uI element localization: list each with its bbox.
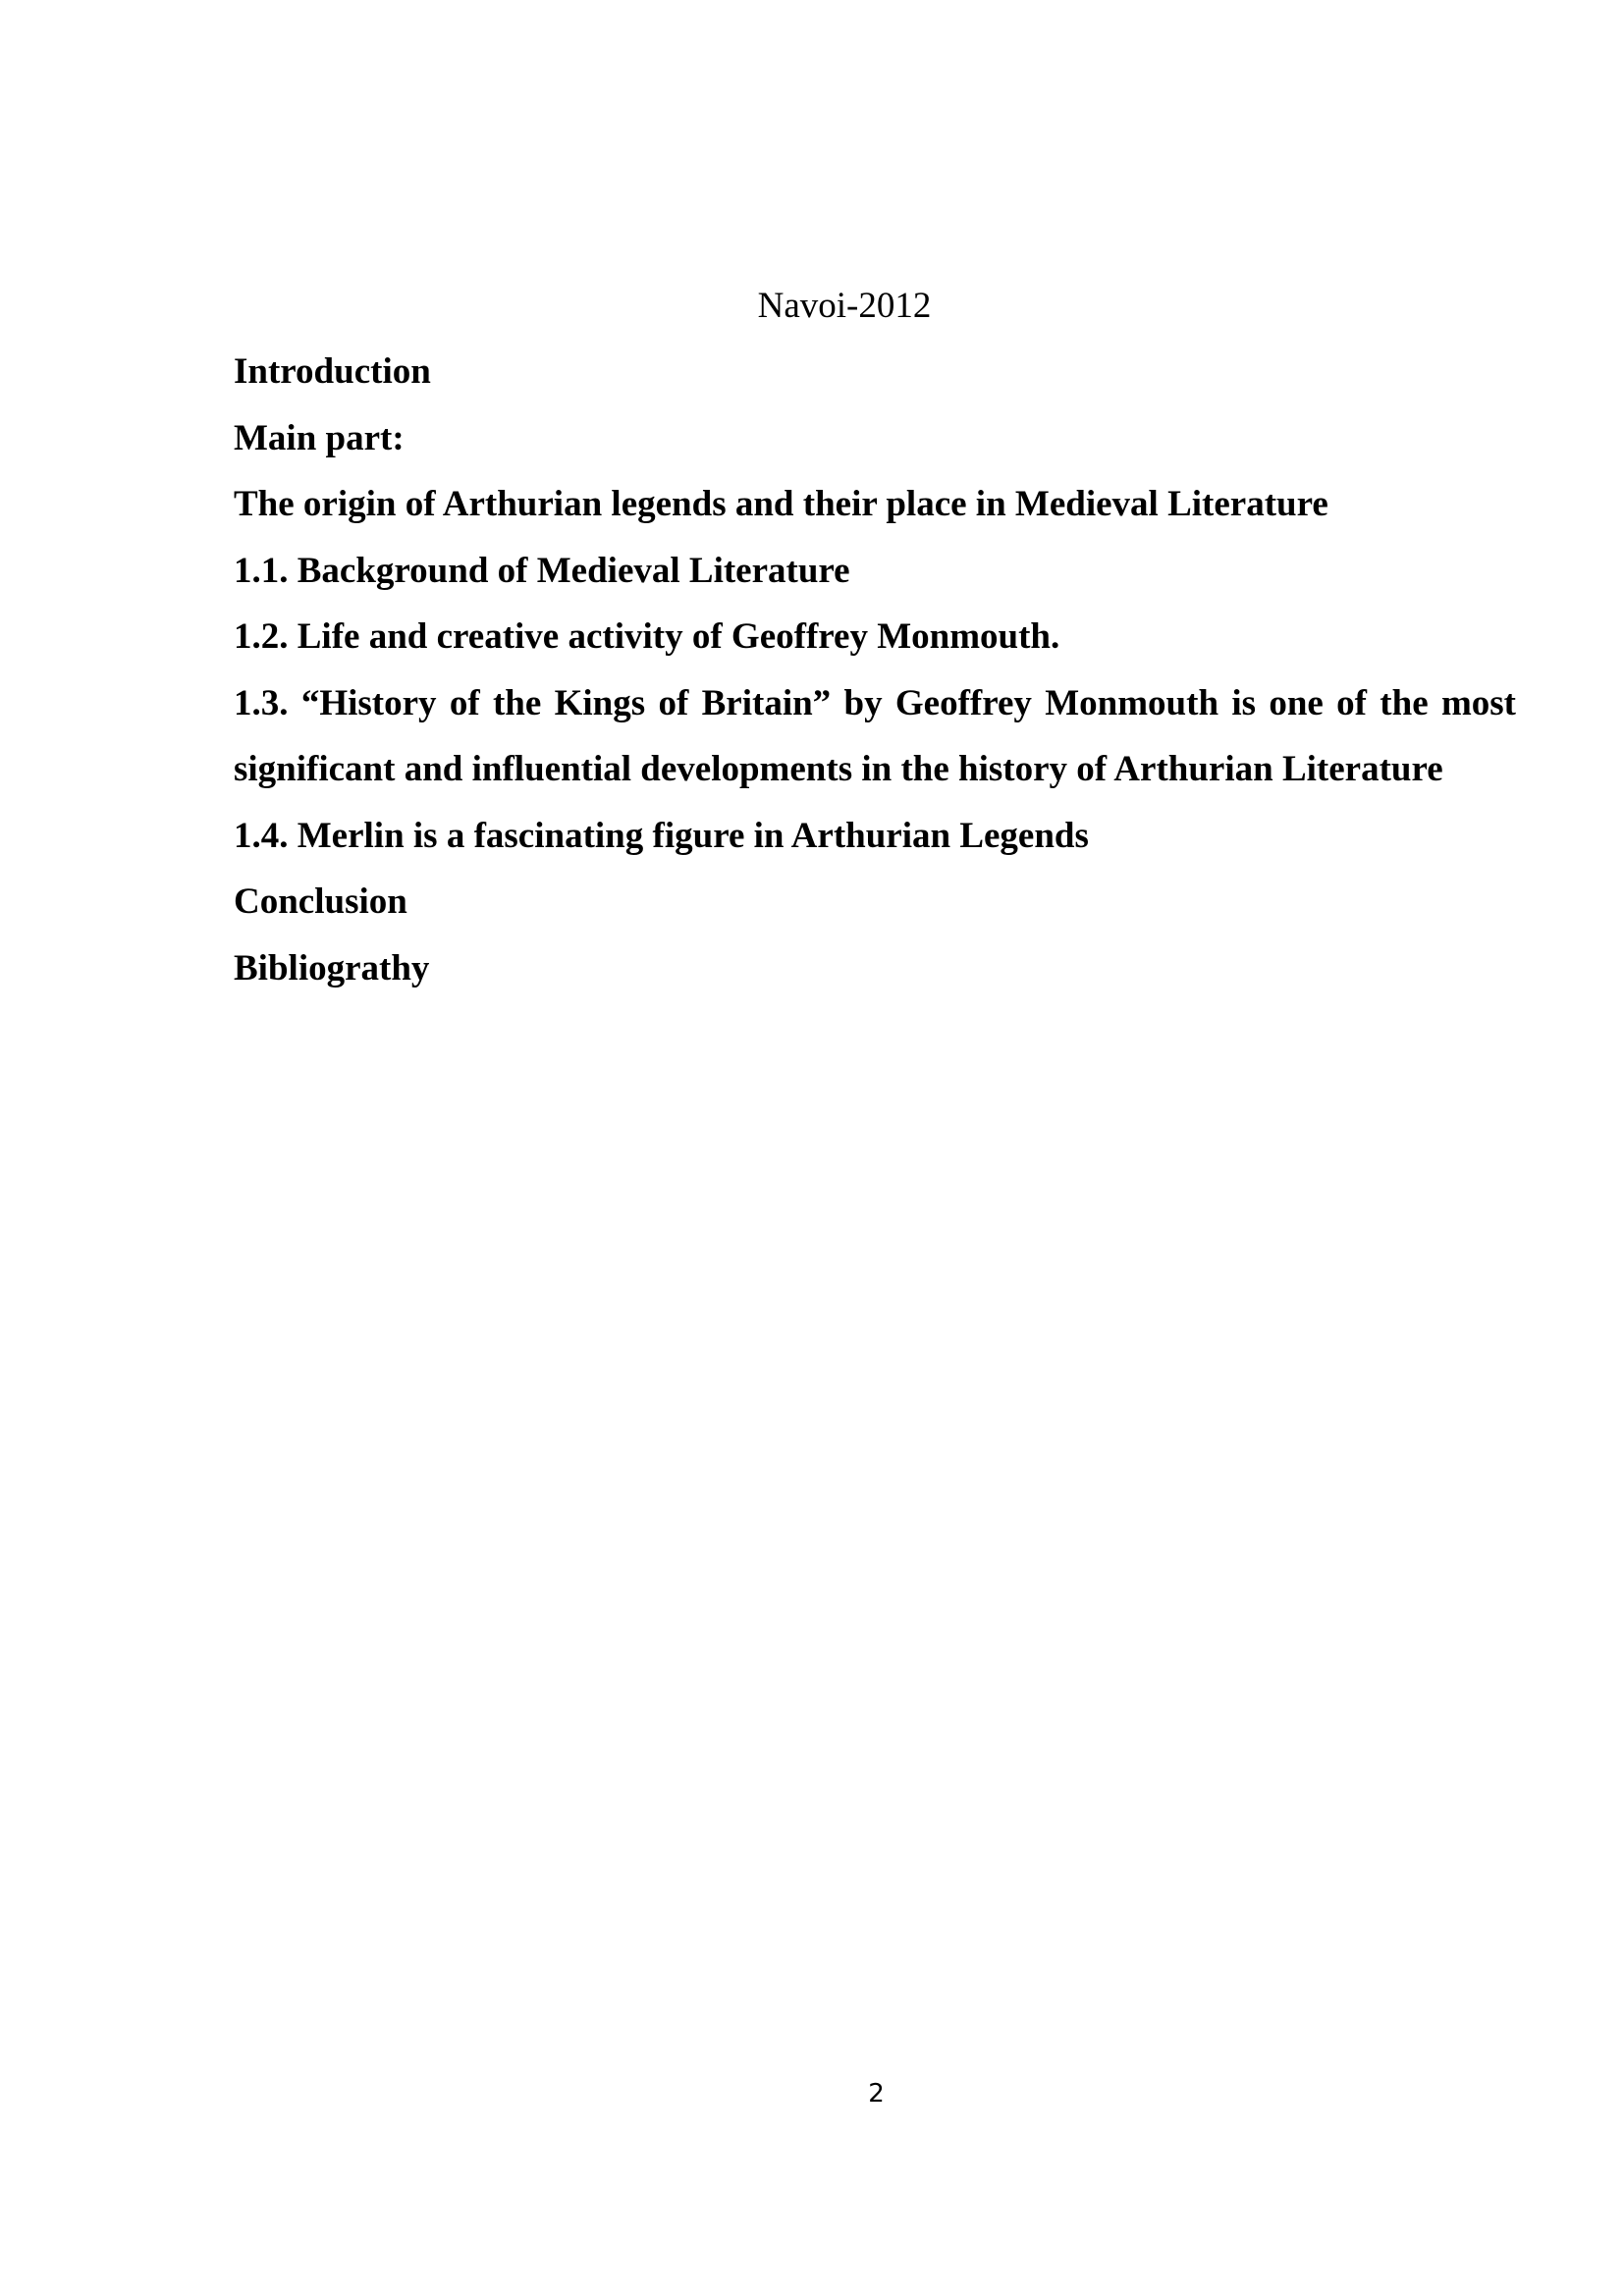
toc-main-part: Main part: <box>234 417 405 458</box>
page-number: 2 <box>868 2079 885 2109</box>
toc-item-1-2: 1.2. Life and creative activity of Geoffrey Monmouth. <box>234 616 1060 657</box>
toc-item-1-3: 1.3. “History of the Kings of Britain” by Geoffrey Monmouth is one of the most significant and influential developments in the history of Arthurian Literature <box>234 682 1516 789</box>
place-date: Navoi-2012 <box>757 286 932 326</box>
toc-item-1-1: 1.1. Background of Medieval Literature <box>234 550 850 591</box>
table-of-contents <box>234 339 1516 1001</box>
toc-introduction: Introduction <box>234 351 431 392</box>
toc-conclusion: Conclusion <box>234 881 407 922</box>
toc-bibliography: Bibliograthy <box>234 947 430 988</box>
toc-item-1-4: 1.4. Merlin is a fascinating figure in Arthurian Legends <box>234 815 1089 856</box>
toc-origin: The origin of Arthurian legends and their place in Medieval Literature <box>234 484 1328 524</box>
